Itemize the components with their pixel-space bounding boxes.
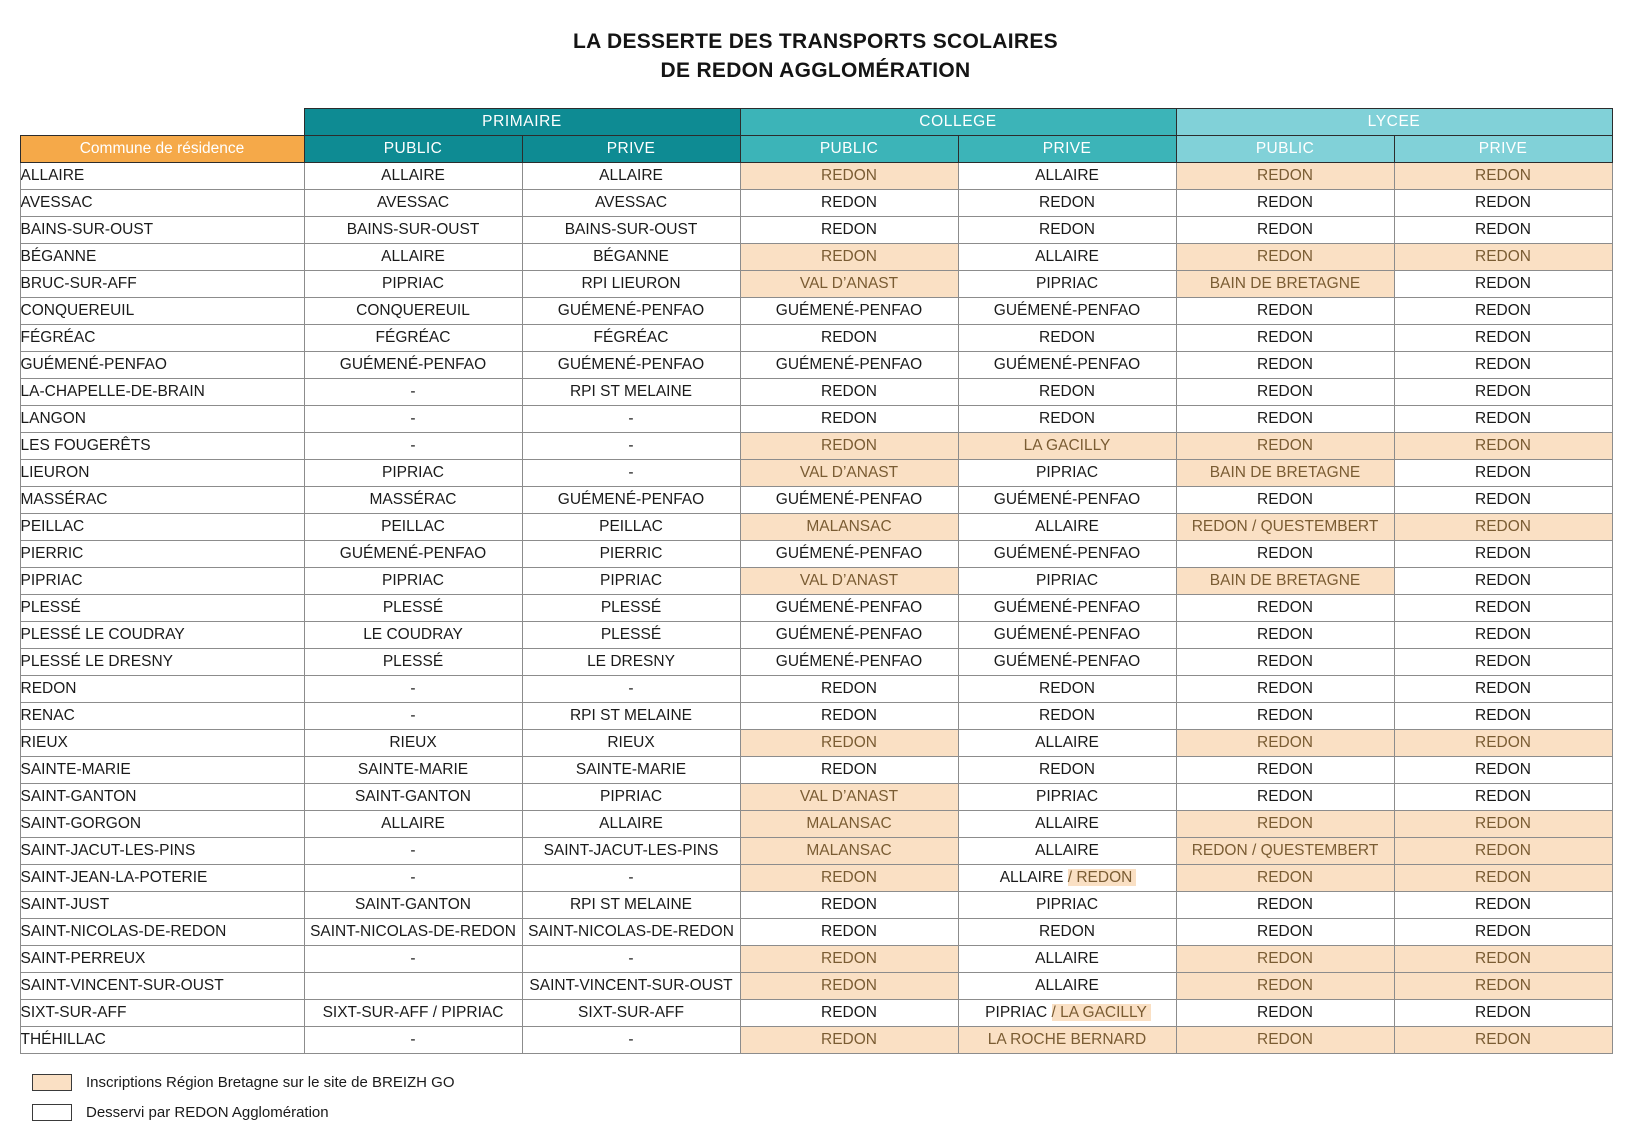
schedule-cell: REDON [1394,486,1612,513]
schedule-cell: REDON [1176,162,1394,189]
schedule-cell: REDON [740,756,958,783]
commune-name-cell: SAINT-JACUT-LES-PINS [20,837,304,864]
table-row [20,459,1612,486]
commune-name-cell: SAINT-JEAN-LA-POTERIE [20,864,304,891]
schedule-cell: REDON / QUESTEMBERT [1176,837,1394,864]
schedule-cell: REDON [1176,540,1394,567]
schedule-cell: REDON [1176,216,1394,243]
schedule-cell: - [304,702,522,729]
schedule-cell: REDON [1394,999,1612,1026]
schedule-cell: REDON [1176,918,1394,945]
group-header-primaire: PRIMAIRE [304,108,740,135]
schedule-cell: PIERRIC [522,540,740,567]
schedule-cell: PIPRIAC [958,783,1176,810]
schedule-cell: SAINT-JACUT-LES-PINS [522,837,740,864]
schedule-cell: ALLAIRE [304,810,522,837]
schedule-cell: BAINS-SUR-OUST [304,216,522,243]
schedule-cell: PLESSÉ [522,621,740,648]
schedule-cell: - [304,432,522,459]
table-row [20,486,1612,513]
table-row [20,702,1612,729]
group-header-college: COLLEGE [740,108,1176,135]
schedule-cell: REDON [958,216,1176,243]
schedule-cell: VAL D’ANAST [740,459,958,486]
schedule-cell: REDON [1176,864,1394,891]
schedule-cell: REDON [1176,378,1394,405]
schedule-cell: REDON [1394,513,1612,540]
schedule-cell: GUÉMENÉ-PENFAO [740,486,958,513]
commune-name-cell: PIPRIAC [20,567,304,594]
commune-name-cell: PIERRIC [20,540,304,567]
column-header-commune: Commune de résidence [20,135,304,162]
schedule-cell: REDON [740,324,958,351]
schedule-cell: SAINT-NICOLAS-DE-REDON [304,918,522,945]
schedule-cell: REDON [1394,297,1612,324]
table-row [20,648,1612,675]
column-header-primaire-prive: PRIVE [522,135,740,162]
schedule-cell: SAINT-NICOLAS-DE-REDON [522,918,740,945]
schedule-cell: FÉGRÉAC [304,324,522,351]
table-row [20,1026,1612,1053]
schedule-cell: REDON [1176,891,1394,918]
commune-name-cell: PLESSÉ LE DRESNY [20,648,304,675]
schedule-cell: REDON [1394,189,1612,216]
schedule-cell: BAINS-SUR-OUST [522,216,740,243]
schedule-cell: PIPRIAC [304,567,522,594]
schedule-cell: REDON / QUESTEMBERT [1176,513,1394,540]
schedule-cell: PIPRIAC [304,459,522,486]
schedule-cell: REDON [1394,810,1612,837]
schedule-cell [304,972,522,999]
schedule-cell: PIPRIAC [958,891,1176,918]
schedule-cell: LA GACILLY [958,432,1176,459]
schedule-cell: LE COUDRAY [304,621,522,648]
table-row [20,810,1612,837]
schedule-cell: PEILLAC [522,513,740,540]
table-row [20,324,1612,351]
table-row [20,864,1612,891]
schedule-cell: GUÉMENÉ-PENFAO [740,297,958,324]
table-row [20,540,1612,567]
group-header-row [20,108,1612,135]
schedule-cell: REDON [740,729,958,756]
schedule-cell: REDON [740,945,958,972]
schedule-cell: REDON [1176,405,1394,432]
table-row [20,594,1612,621]
legend-item [32,1100,1631,1126]
schedule-cell: REDON [1394,972,1612,999]
commune-name-cell: PLESSÉ [20,594,304,621]
schedule-cell: REDON [740,243,958,270]
schedule-cell: ALLAIRE [304,162,522,189]
schedule-cell: LA ROCHE BERNARD [958,1026,1176,1053]
schedule-cell: REDON [958,675,1176,702]
table-row [20,216,1612,243]
cell-text-plain: ALLAIRE [999,868,1068,886]
schedule-cell: REDON [1176,675,1394,702]
schedule-cell: REDON [1176,702,1394,729]
cell-text-highlighted: / LA GACILLY [1052,1004,1151,1021]
schedule-cell: PLESSÉ [304,648,522,675]
table-row [20,999,1612,1026]
schedule-cell: REDON [740,432,958,459]
commune-name-cell: GUÉMENÉ-PENFAO [20,351,304,378]
schedule-cell: REDON [1176,297,1394,324]
schedule-cell: SIXT-SUR-AFF [522,999,740,1026]
schedule-cell: REDON [1394,378,1612,405]
schedule-cell: ALLAIRE [522,810,740,837]
schedule-cell: REDON [1394,783,1612,810]
schedule-cell: - [304,864,522,891]
table-row [20,189,1612,216]
schedule-cell: REDON [1176,351,1394,378]
schedule-cell: BAIN DE BRETAGNE [1176,270,1394,297]
table-row [20,297,1612,324]
commune-name-cell: SAINT-VINCENT-SUR-OUST [20,972,304,999]
schedule-table [20,108,1613,1054]
table-row [20,891,1612,918]
schedule-cell: GUÉMENÉ-PENFAO [522,351,740,378]
header-corner-blank [20,108,304,135]
table-row [20,162,1612,189]
schedule-cell: REDON [740,378,958,405]
commune-name-cell: AVESSAC [20,189,304,216]
schedule-table-wrapper [20,108,1612,1054]
table-row [20,378,1612,405]
schedule-cell [958,864,1176,891]
schedule-cell: PIPRIAC [958,270,1176,297]
commune-name-cell: FÉGRÉAC [20,324,304,351]
column-header-college-prive: PRIVE [958,135,1176,162]
legend-item [32,1070,1631,1096]
schedule-cell: REDON [740,162,958,189]
schedule-cell: - [522,432,740,459]
schedule-cell: MASSÉRAC [304,486,522,513]
schedule-cell: GUÉMENÉ-PENFAO [740,594,958,621]
schedule-cell: PIPRIAC [522,567,740,594]
schedule-cell: REDON [1394,243,1612,270]
schedule-cell: REDON [740,405,958,432]
schedule-cell: REDON [740,1026,958,1053]
table-row [20,567,1612,594]
table-row [20,405,1612,432]
schedule-cell: ALLAIRE [958,513,1176,540]
schedule-cell: PLESSÉ [304,594,522,621]
schedule-cell: MALANSAC [740,837,958,864]
schedule-cell: RPI ST MELAINE [522,702,740,729]
commune-name-cell: LES FOUGERÊTS [20,432,304,459]
schedule-cell: REDON [1394,675,1612,702]
schedule-cell: VAL D’ANAST [740,270,958,297]
schedule-cell: REDON [958,378,1176,405]
table-row [20,972,1612,999]
table-row [20,675,1612,702]
schedule-cell: SIXT-SUR-AFF / PIPRIAC [304,999,522,1026]
schedule-cell: REDON [1176,756,1394,783]
schedule-cell: REDON [740,918,958,945]
schedule-cell: REDON [1394,567,1612,594]
commune-name-cell: BÉGANNE [20,243,304,270]
schedule-cell: GUÉMENÉ-PENFAO [740,621,958,648]
schedule-cell: REDON [1394,918,1612,945]
schedule-cell: REDON [1176,648,1394,675]
schedule-cell: REDON [740,864,958,891]
schedule-cell: REDON [1394,405,1612,432]
schedule-cell: REDON [1176,324,1394,351]
schedule-cell: RIEUX [304,729,522,756]
group-header-lycee: LYCEE [1176,108,1612,135]
schedule-cell: REDON [1394,648,1612,675]
legend-label: Desservi par REDON Agglomération [86,1104,329,1122]
table-row [20,756,1612,783]
schedule-cell: REDON [1394,162,1612,189]
schedule-cell: REDON [1176,999,1394,1026]
column-header-primaire-public: PUBLIC [304,135,522,162]
schedule-cell: BAIN DE BRETAGNE [1176,567,1394,594]
commune-name-cell: LANGON [20,405,304,432]
schedule-cell: REDON [740,675,958,702]
schedule-cell: GUÉMENÉ-PENFAO [958,621,1176,648]
commune-name-cell: RIEUX [20,729,304,756]
schedule-cell: REDON [1176,945,1394,972]
schedule-cell: ALLAIRE [958,972,1176,999]
schedule-cell: GUÉMENÉ-PENFAO [740,648,958,675]
title-line-1: LA DESSERTE DES TRANSPORTS SCOLAIRES [573,30,1058,53]
commune-name-cell: SAINT-NICOLAS-DE-REDON [20,918,304,945]
schedule-cell: REDON [1176,810,1394,837]
schedule-cell: ALLAIRE [958,729,1176,756]
commune-name-cell: BAINS-SUR-OUST [20,216,304,243]
schedule-cell: SAINT-GANTON [304,783,522,810]
commune-name-cell: LA-CHAPELLE-DE-BRAIN [20,378,304,405]
schedule-cell: PEILLAC [304,513,522,540]
commune-name-cell: SAINT-GORGON [20,810,304,837]
schedule-cell: AVESSAC [522,189,740,216]
table-header [20,108,1612,162]
schedule-cell: ALLAIRE [522,162,740,189]
schedule-cell: REDON [740,891,958,918]
schedule-cell: SAINTE-MARIE [304,756,522,783]
schedule-cell: REDON [1394,351,1612,378]
schedule-cell: PIPRIAC [304,270,522,297]
schedule-cell: - [304,378,522,405]
schedule-cell: - [522,864,740,891]
schedule-cell: REDON [1394,1026,1612,1053]
schedule-cell: REDON [1176,486,1394,513]
schedule-cell: REDON [1394,945,1612,972]
schedule-cell: GUÉMENÉ-PENFAO [958,648,1176,675]
commune-name-cell: SAINT-GANTON [20,783,304,810]
schedule-cell: REDON [1394,756,1612,783]
schedule-cell: BAIN DE BRETAGNE [1176,459,1394,486]
schedule-cell: REDON [1394,270,1612,297]
schedule-cell: REDON [1176,432,1394,459]
schedule-cell: ALLAIRE [958,945,1176,972]
schedule-cell: SAINT-VINCENT-SUR-OUST [522,972,740,999]
schedule-cell: - [304,837,522,864]
cell-text-highlighted: / REDON [1068,869,1137,886]
table-row [20,918,1612,945]
commune-name-cell: PEILLAC [20,513,304,540]
schedule-cell: GUÉMENÉ-PENFAO [304,351,522,378]
schedule-cell: REDON [740,972,958,999]
schedule-cell: GUÉMENÉ-PENFAO [958,297,1176,324]
commune-name-cell: SAINTE-MARIE [20,756,304,783]
schedule-cell: RPI LIEURON [522,270,740,297]
schedule-cell: SAINT-GANTON [304,891,522,918]
column-header-lycee-prive: PRIVE [1394,135,1612,162]
schedule-cell: REDON [1394,837,1612,864]
schedule-cell: REDON [1176,972,1394,999]
schedule-cell: FÉGRÉAC [522,324,740,351]
commune-name-cell: ALLAIRE [20,162,304,189]
schedule-cell: RPI ST MELAINE [522,891,740,918]
schedule-cell: SAINTE-MARIE [522,756,740,783]
schedule-cell: REDON [1176,189,1394,216]
schedule-cell: GUÉMENÉ-PENFAO [522,486,740,513]
table-row [20,351,1612,378]
schedule-cell: REDON [1176,594,1394,621]
schedule-cell: RIEUX [522,729,740,756]
table-row [20,432,1612,459]
schedule-cell: GUÉMENÉ-PENFAO [958,594,1176,621]
schedule-cell: VAL D’ANAST [740,783,958,810]
schedule-cell: REDON [958,918,1176,945]
schedule-cell: CONQUEREUIL [304,297,522,324]
schedule-cell: RPI ST MELAINE [522,378,740,405]
schedule-cell: REDON [1394,324,1612,351]
schedule-cell [958,999,1176,1026]
schedule-cell: BÉGANNE [522,243,740,270]
schedule-cell: REDON [1394,216,1612,243]
schedule-cell: ALLAIRE [958,837,1176,864]
schedule-cell: REDON [1394,594,1612,621]
legend [32,1070,1631,1126]
schedule-cell: REDON [740,702,958,729]
schedule-cell: MALANSAC [740,810,958,837]
commune-name-cell: LIEURON [20,459,304,486]
schedule-cell: - [304,1026,522,1053]
schedule-cell: PIPRIAC [958,567,1176,594]
schedule-cell: - [304,675,522,702]
schedule-cell: ALLAIRE [958,243,1176,270]
commune-name-cell: REDON [20,675,304,702]
schedule-cell: REDON [740,216,958,243]
schedule-cell: REDON [1176,243,1394,270]
schedule-cell: REDON [1394,891,1612,918]
page-title [0,0,1631,86]
schedule-cell: PIPRIAC [958,459,1176,486]
schedule-cell: REDON [1394,864,1612,891]
legend-swatch-peach [32,1074,72,1091]
schedule-cell: MALANSAC [740,513,958,540]
table-body [20,162,1612,1053]
schedule-cell: REDON [958,756,1176,783]
schedule-cell: - [304,405,522,432]
schedule-cell: - [522,945,740,972]
schedule-cell: REDON [1394,540,1612,567]
schedule-cell: AVESSAC [304,189,522,216]
table-row [20,243,1612,270]
schedule-cell: REDON [1176,729,1394,756]
schedule-cell: - [522,675,740,702]
schedule-cell: GUÉMENÉ-PENFAO [958,351,1176,378]
commune-name-cell: MASSÉRAC [20,486,304,513]
table-row [20,270,1612,297]
commune-name-cell: SAINT-PERREUX [20,945,304,972]
table-row [20,837,1612,864]
schedule-cell: REDON [740,999,958,1026]
schedule-cell: GUÉMENÉ-PENFAO [958,540,1176,567]
schedule-cell: GUÉMENÉ-PENFAO [740,540,958,567]
schedule-cell: REDON [1176,783,1394,810]
schedule-cell: REDON [958,405,1176,432]
schedule-cell: - [522,405,740,432]
schedule-cell: PLESSÉ [522,594,740,621]
schedule-cell: ALLAIRE [958,162,1176,189]
schedule-cell: REDON [740,189,958,216]
commune-name-cell: RENAC [20,702,304,729]
legend-swatch-white [32,1104,72,1121]
schedule-cell: GUÉMENÉ-PENFAO [304,540,522,567]
column-header-college-public: PUBLIC [740,135,958,162]
commune-name-cell: SIXT-SUR-AFF [20,999,304,1026]
schedule-cell: ALLAIRE [958,810,1176,837]
schedule-cell: REDON [958,324,1176,351]
table-row [20,729,1612,756]
schedule-cell: REDON [1176,1026,1394,1053]
schedule-cell: VAL D’ANAST [740,567,958,594]
column-header-lycee-public: PUBLIC [1176,135,1394,162]
legend-label: Inscriptions Région Bretagne sur le site de BREIZH GO [86,1074,455,1092]
commune-name-cell: CONQUEREUIL [20,297,304,324]
commune-name-cell: THÉHILLAC [20,1026,304,1053]
commune-name-cell: BRUC-SUR-AFF [20,270,304,297]
schedule-cell: REDON [1394,729,1612,756]
schedule-cell: REDON [1394,459,1612,486]
schedule-cell: ALLAIRE [304,243,522,270]
schedule-cell: PIPRIAC [522,783,740,810]
schedule-cell: - [304,945,522,972]
title-line-2: DE REDON AGGLOMÉRATION [660,58,971,82]
cell-text-plain: PIPRIAC [985,1003,1052,1021]
schedule-cell: REDON [1394,702,1612,729]
schedule-cell: LE DRESNY [522,648,740,675]
schedule-cell: GUÉMENÉ-PENFAO [958,486,1176,513]
schedule-cell: REDON [1394,432,1612,459]
schedule-cell: REDON [1394,621,1612,648]
table-row [20,945,1612,972]
table-row [20,621,1612,648]
schedule-cell: - [522,459,740,486]
schedule-cell: GUÉMENÉ-PENFAO [522,297,740,324]
subheader-row [20,135,1612,162]
schedule-cell: GUÉMENÉ-PENFAO [740,351,958,378]
table-row [20,783,1612,810]
schedule-cell: - [522,1026,740,1053]
commune-name-cell: SAINT-JUST [20,891,304,918]
schedule-cell: REDON [1176,621,1394,648]
schedule-cell: REDON [958,702,1176,729]
schedule-cell: REDON [958,189,1176,216]
table-row [20,513,1612,540]
commune-name-cell: PLESSÉ LE COUDRAY [20,621,304,648]
